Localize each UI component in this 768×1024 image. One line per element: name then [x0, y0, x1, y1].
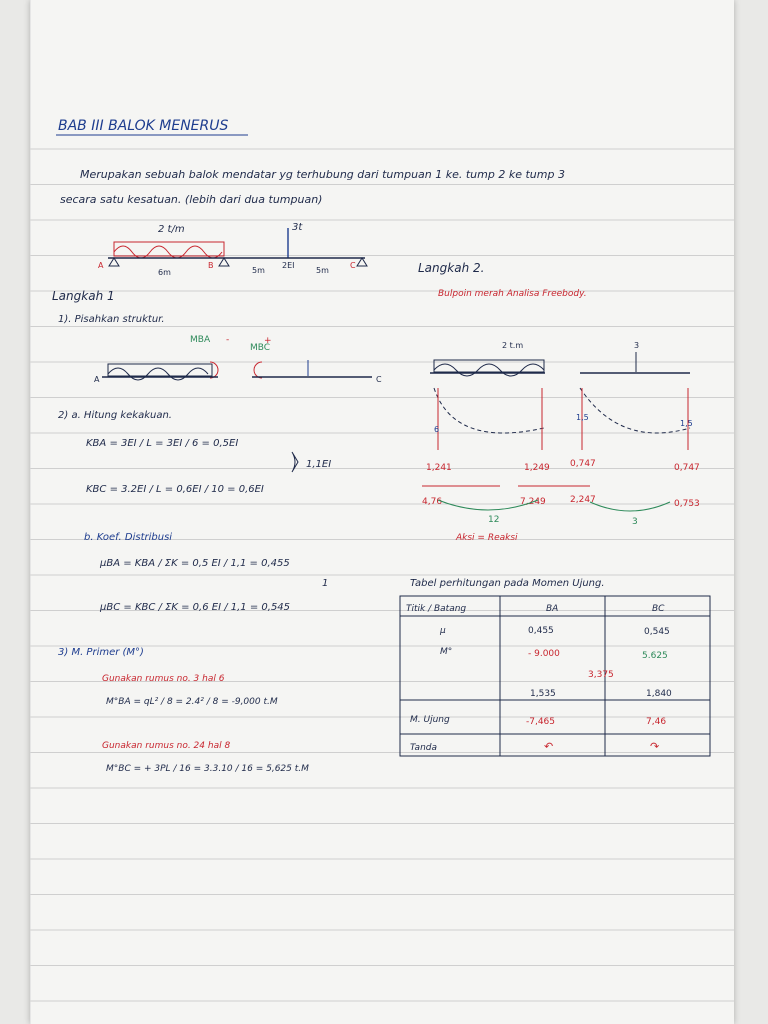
fb-blue-val-3: 1,5: [680, 419, 693, 428]
fb-green-label-2: 3: [632, 517, 638, 527]
fb-red-row2-3: 2,247: [570, 495, 596, 505]
table-row0-bc: 0,545: [644, 627, 670, 637]
span-ab-label: 6m: [158, 268, 171, 277]
primary-formula-1: M°BA = qL² / 8 = 2.4² / 8 = -9,000 t.M: [106, 697, 278, 707]
stiffness-sum: 1,1EI: [306, 459, 332, 470]
table-caption: Tabel perhitungan pada Momen Ujung.: [410, 578, 605, 589]
primary-note-1: Gunakan rumus no. 3 hal 6: [102, 674, 225, 684]
moment-sign-plus: +: [264, 336, 272, 346]
separated-structure-sketch: [94, 335, 382, 384]
distribution-title: b. Koef. Distribusi: [84, 532, 173, 543]
node-c-label: C: [350, 261, 356, 270]
sum-brace: [292, 452, 298, 472]
distribution-sum: 1: [322, 578, 329, 589]
beam-sketch: [98, 222, 367, 277]
beam-load-label: 2 t/m: [158, 224, 185, 235]
table-row1-bc: 5.625: [642, 651, 668, 661]
fb-red-row2-4: 0,753: [674, 499, 700, 509]
moment-ba-label: MBA: [190, 335, 211, 345]
moment-bc-label: MBC: [250, 343, 271, 353]
span-c-label: 5m: [316, 266, 329, 275]
table-row4-bc: 7,46: [646, 717, 667, 727]
moment-table: [400, 596, 710, 756]
fb-aksi-reaksi: Aksi = Reaksi: [456, 533, 518, 543]
sep-node-a: A: [94, 375, 100, 384]
fb-blue-val-2: 1,5: [576, 413, 589, 422]
table-row3-bc: 1,840: [646, 689, 672, 699]
primary-title: 3) M. Primer (M°): [58, 647, 144, 658]
sep-node-c: C: [376, 375, 382, 384]
fb-red-row1-1: 1,241: [426, 463, 452, 473]
step2-subtitle: Bulpoin merah Analisa Freebody.: [438, 289, 587, 299]
fb-red-row1-3: 0,747: [570, 459, 596, 469]
node-a-label: A: [98, 261, 104, 270]
table-row5-ba: ↶: [544, 740, 554, 753]
table-header-1: BA: [546, 604, 559, 614]
primary-note-2: Gunakan rumus no. 24 hal 8: [102, 741, 231, 751]
fb-green-arc-2: [590, 502, 670, 511]
span-b-label: 5m: [252, 266, 265, 275]
fb-point-load-label: 3: [634, 341, 640, 350]
table-row5-bc: ↷: [650, 740, 660, 753]
table-row5-label: Tanda: [410, 743, 437, 753]
intro-line-2: secara satu kesatuan. (lebih dari dua tumpuan): [60, 193, 323, 206]
table-row0-ba: 0,455: [528, 626, 554, 636]
handwritten-notes: [30, 0, 734, 1024]
table-border: [400, 596, 710, 756]
support-b: [219, 258, 229, 266]
table-header-2: BC: [652, 604, 665, 614]
primary-formula-2: M°BC = + 3PL / 16 = 3.3.10 / 16 = 5,625 t.M: [106, 764, 309, 774]
fb-red-row2-2: 7,249: [520, 497, 546, 507]
intro-line-1: Merupakan sebuah balok mendatar yg terhubung dari tumpuan 1 ke. tump 2 ke tump 3: [80, 168, 565, 181]
support-a: [109, 258, 119, 266]
stiffness-kbc: KBC = 3.2EI / L = 0,6EI / 10 = 0,6EI: [86, 484, 264, 495]
stiffness-title: 2) a. Hitung kekakuan.: [58, 410, 172, 421]
distribution-mu-bc: μBC = KBC / ΣK = 0,6 EI / 1,1 = 0,545: [100, 602, 291, 613]
table-row1-ba: - 9.000: [528, 649, 560, 659]
node-b-label: B: [208, 261, 214, 270]
fb-load-wave: [434, 364, 544, 376]
beam-point-load-label: 3t: [292, 222, 303, 233]
table-row2-span: 3,375: [588, 670, 614, 680]
table-row4-ba: -7,465: [526, 717, 556, 727]
moment-arc-bc: [254, 362, 262, 378]
fb-load-label: 2 t.m: [502, 341, 524, 350]
inertia-label: 2EI: [282, 261, 295, 270]
stiffness-kba: KBA = 3EI / L = 3EI / 6 = 0,5EI: [86, 438, 239, 449]
table-row1-label: M°: [440, 647, 453, 657]
fb-green-label-1: 12: [488, 515, 500, 525]
distribution-mu-ba: μBA = KBA / ΣK = 0,5 EI / 1,1 = 0,455: [100, 558, 290, 569]
table-row4-label: M. Ujung: [410, 715, 450, 725]
support-c: [357, 258, 367, 266]
freebody-sketch: [422, 341, 700, 543]
fb-dashed-ab: [434, 388, 544, 433]
fb-red-row2-1: 4,76: [422, 497, 443, 507]
table-header-0: Titik / Batang: [406, 604, 467, 614]
moment-sign-minus: -: [226, 335, 230, 345]
fb-blue-val-1: 6: [434, 425, 440, 434]
ab-load-wave: [108, 368, 208, 380]
fb-red-row1-2: 1,249: [524, 463, 550, 473]
step1-item1: 1). Pisahkan struktur.: [58, 314, 165, 325]
notebook-page: [30, 0, 734, 1024]
table-row0-label: μ: [440, 626, 446, 636]
fb-red-row1-4: 0,747: [674, 463, 700, 473]
table-row3-ba: 1,535: [530, 689, 556, 699]
step1-title: Langkah 1: [52, 289, 115, 303]
step2-title: Langkah 2.: [418, 261, 485, 275]
fb-dashed-bc: [580, 388, 690, 433]
page-heading: BAB III BALOK MENERUS: [58, 118, 229, 134]
